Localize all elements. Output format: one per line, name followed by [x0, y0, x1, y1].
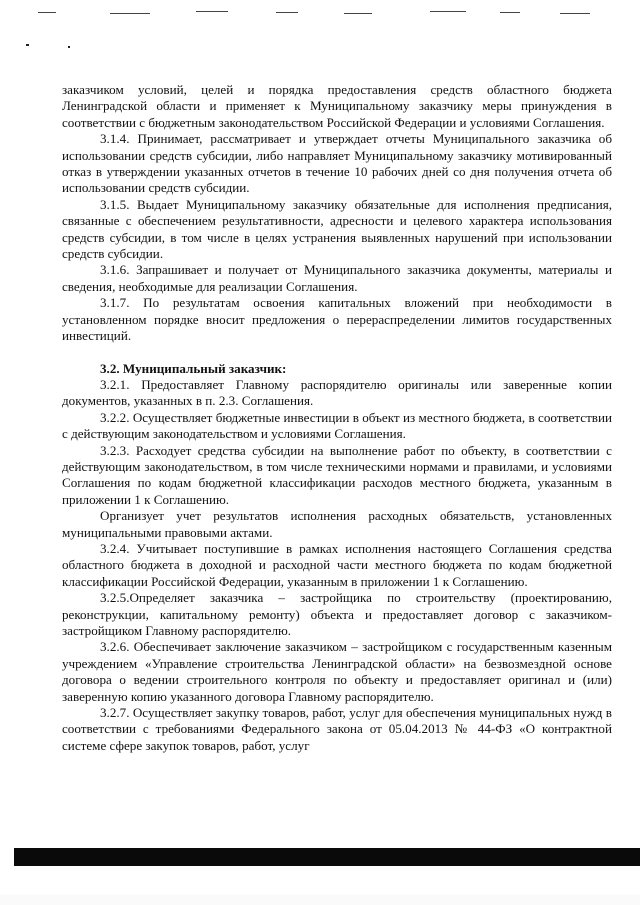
paragraph-continuation: заказчиком условий, целей и порядка предоставления средств областного бюджета Ленинградской области и применяет к Муниципальному заказчику меры принуждения в соответствии с бюджетным законодательством Российской Федерации и условиями Соглашения.: [62, 82, 612, 130]
paragraph-3-2-4: 3.2.4. Учитывает поступившие в рамках исполнения настоящего Соглашения средства областного бюджета в доходной и расходной части местного бюджета по кодам бюджетной классификации Российской Федерации, указанным в приложении 1 к Соглашению.: [62, 540, 612, 589]
paragraph-3-2-5: 3.2.5.Определяет заказчика – застройщика по строительству (проектированию, реконструкции, капитальному ремонту) объекта и предоставляет договор с заказчиком-застройщиком Главному распорядителю.: [62, 590, 612, 638]
scan-speck: [68, 46, 70, 48]
paragraph-3-2-1: 3.2.1. Предоставляет Главному распорядителю оригиналы или заверенные копии документов, указанных в п. 2.3. Соглашения.: [62, 376, 612, 409]
document-text: [62, 82, 612, 754]
section-heading-3-2: 3.2. Муниципальный заказчик:: [100, 360, 287, 376]
scan-artifact-bottom-edge: [0, 895, 640, 905]
paragraph-3-2-3-organizes: Организует учет результатов исполнения расходных обязательств, установленных муниципальными правовыми актами.: [62, 508, 612, 540]
paragraph-3-1-5: 3.1.5. Выдает Муниципальному заказчику обязательные для исполнения предписания, связанные с обеспечением результативности, адресности и целевого характера использования средств субсидии, в том числе в целях устранения выявленных нарушений при использовании средств субсидии.: [62, 196, 612, 262]
scan-speck: [26, 44, 29, 46]
paragraph-3-1-6: 3.1.6. Запрашивает и получает от Муниципального заказчика документы, материалы и сведения, необходимые для реализации Соглашения.: [62, 262, 612, 294]
paragraph-3-2-6: 3.2.6. Обеспечивает заключение заказчиком – застройщиком с государственным казенным учреждением «Управление строительства Ленинградской области» на безвозмездной основе договора о ведении строительного контроля по объекту и предоставляет оригинал и (или) заверенную копию указанного договора Главному распорядителю.: [62, 639, 612, 704]
paragraph-3-2-2: 3.2.2. Осуществляет бюджетные инвестиции в объект из местного бюджета, в соответствии с действующим законодательством и условиями Соглашения.: [62, 409, 612, 442]
paragraph-3-1-7: 3.1.7. По результатам освоения капитальных вложений при необходимости в установленном порядке вносит предложения о перераспределении лимитов государственных инвестиций.: [62, 295, 612, 344]
paragraph-3-1-4: 3.1.4. Принимает, рассматривает и утверждает отчеты Муниципального заказчика об использовании средств субсидии, либо направляет Муниципальному заказчику мотивированный отказ в утверждении указанных отчетов в течение 10 рабочих дней со дня получения отчета об использовании средств субсидии.: [62, 131, 612, 196]
paragraph-3-2-3: 3.2.3. Расходует средства субсидии на выполнение работ по объекту, в соответствии с действующим законодательством, в том числе техническими нормами и правилами, и условиями Соглашения по кодам бюджетной классификации расходов местного бюджета, указанным в приложении 1 к Соглашению.: [62, 442, 612, 507]
paragraph-3-2-7: 3.2.7. Осуществляет закупку товаров, работ, услуг для обеспечения муниципальных нужд в соответствии с требованиями Федерального закона от 05.04.2013 № 44-ФЗ «О контрактной системе сфере закупок товаров, работ, услуг: [62, 705, 612, 753]
scan-artifact-bottom-bar: [14, 848, 640, 866]
scan-artifact-top: [0, 10, 640, 16]
